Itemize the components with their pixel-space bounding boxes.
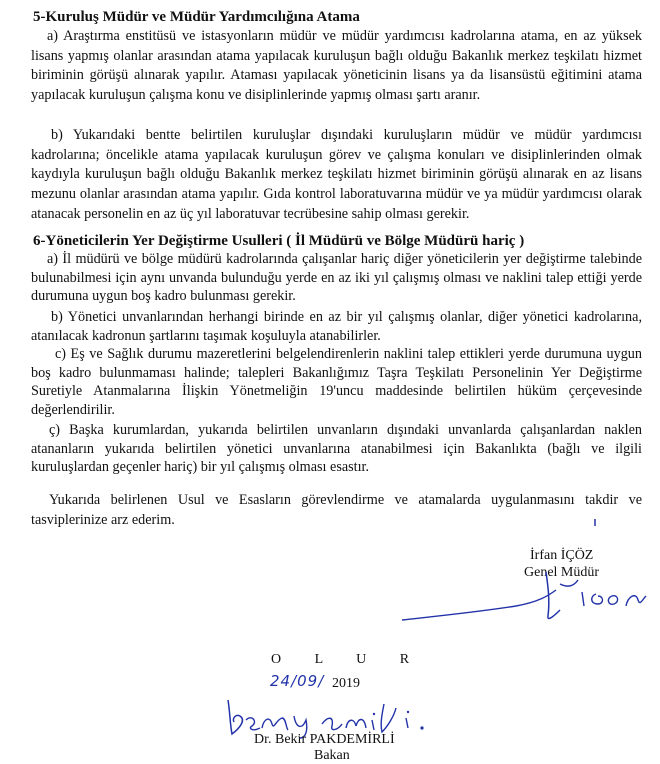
section-5-heading: 5-Kuruluş Müdür ve Müdür Yardımcılığına Atama	[33, 9, 360, 25]
signer-1-title: Genel Müdür	[524, 565, 600, 580]
signature-genel-mudur	[398, 566, 658, 628]
signer-2-title: Bakan	[314, 748, 350, 763]
section-6-paragraph-a: a) İl müdürü ve bölge müdürü kadrolarında çalışanlar hariç diğer yöneticilerin yer değiştirme talebinde bulunabilmesi için aynı unvanda bulunduğu yerde en az iki yıl çalışmış olması ve naklini talep ettiği yerde durumuna uygun boş kadro bulunması gerekir.	[31, 251, 642, 305]
section-5-paragraph-a: a) Araştırma enstitüsü ve istasyonların müdür ve müdür yardımcısı kadrolarına atama, en az yüksek lisans yapmış olanlar arasından atama yapılacak kuruluşun bağlı olduğu Bakanlık merkez teşkilatı hizmet biriminin görüşü alınarak yapılır. Ataması yapılacak yöneticinin lisans ya da lisansüstü eğitimini atama yapılacak kuruluşun çalışma konu ve disiplinlerinde yapmış olması şartı aranır.	[31, 28, 642, 104]
olur-label: O L U R	[271, 652, 425, 667]
date-year: 2019	[332, 676, 360, 691]
signer-1-name: İrfan İÇÖZ	[530, 548, 594, 563]
closing-paragraph: Yukarıda belirlenen Usul ve Esasların görevlendirme ve atamalarda uygulanmasını takdir ve tasviplerinize arz ederim.	[31, 492, 642, 528]
section-6-paragraph-b: b) Yönetici unvanlarından herhangi birinde en az bir yıl çalışmış olanlar, diğer yönetici kadrolarına, atanılacak kadronun şartlarını taşımak koşuluyla atanabilirler.	[31, 309, 642, 344]
section-6-heading: 6-Yöneticilerin Yer Değiştirme Usulleri ( İl Müdürü ve Bölge Müdürü hariç )	[33, 233, 525, 249]
approval-date	[270, 672, 420, 696]
section-5-paragraph-b: b) Yukarıdaki bentte belirtilen kuruluşlar dışındaki kuruluşların müdür ve müdür yardımcısı kadrolarına; öncelikle atama yapılacak kuruluşun görev ve çalışma konuları ve disiplinlerinden olmak kaydıyla kuruluşun bağlı olduğu Bakanlık merkez teşkilatı hizmet biriminin görüşü alınarak en az lisans mezunu olanlar arasından atama yapılır. Gıda kontrol laboratuvarına müdür ve ya müdür yardımcısı olarak atanacak personelin en az üç yıl laboratuvar tecrübesine sahip olması gerekir.	[31, 127, 642, 222]
section-6-paragraph-d: ç) Başka kurumlardan, yukarıda belirtilen unvanların dışındaki unvanlarda çalışanlardan naklen atananların yukarıda belirtilen yönetici unvanlarına atanabilmesi için Bakanlıkta (bağlı ve ilgili kuruluşlardan geçenler hariç) bir yıl çalışmış olması esastır.	[31, 422, 642, 476]
handwritten-date: 24/09/	[270, 672, 325, 690]
section-6-paragraph-c: c) Eş ve Sağlık durumu mazeretlerini belgelendirenlerin naklini talep ettikleri yerde durumuna uygun boş kadro bulunmaması halinde; talepleri Bakanlığımız Taşra Teşkilatı Personelinin Yer Değiştirme Suretiyle Atanmalarına İlişkin Yönetmeliğin 19'uncu maddesinde belirtilen hüküm çerçevesinde değerlendirilir.	[31, 346, 642, 418]
signer-2-name: Dr. Bekir PAKDEMİRLİ	[254, 732, 395, 747]
ink-tick-mark	[592, 518, 598, 528]
